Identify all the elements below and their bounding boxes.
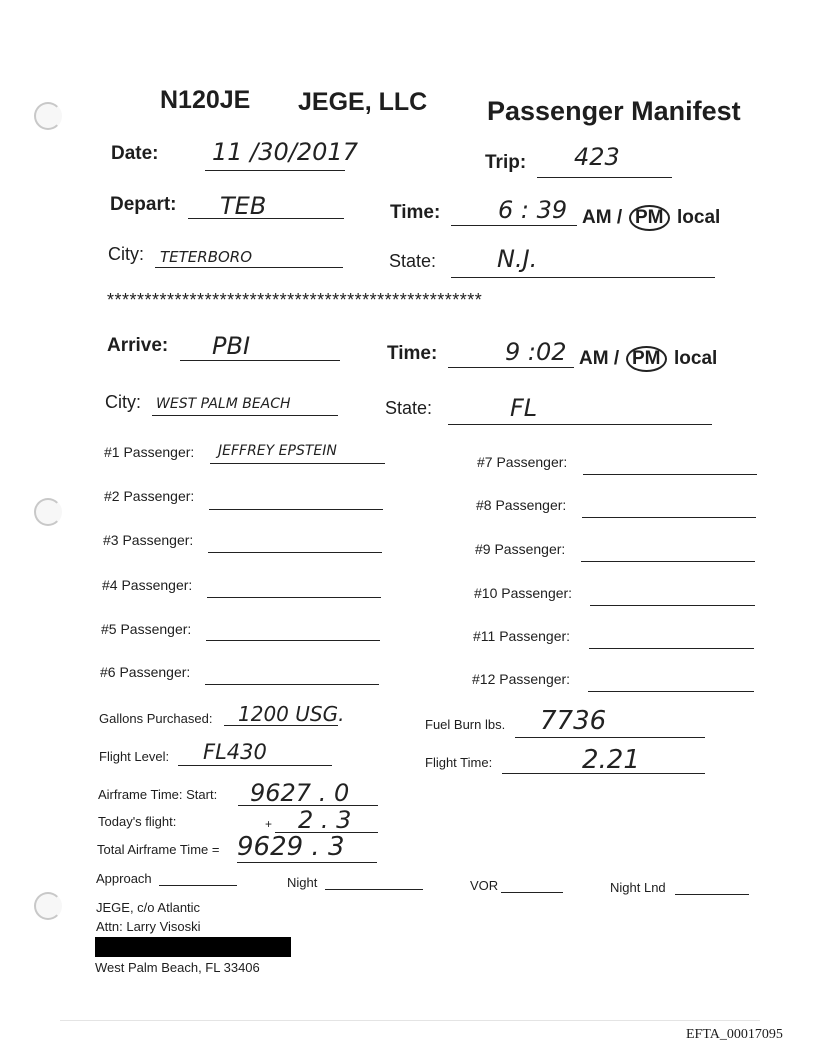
flight-time-label: Flight Time: (425, 755, 493, 770)
arrive-city-underline (152, 415, 338, 416)
today-flight-value[interactable]: 2 . 3 (298, 806, 352, 834)
passenger-field[interactable] (206, 640, 380, 641)
arrive-state-value[interactable]: FL (510, 394, 538, 422)
night-lnd-field[interactable] (675, 894, 749, 895)
passenger-field[interactable] (581, 561, 755, 562)
depart-state-label: State: (389, 251, 437, 271)
passenger-label: #8 Passenger: (476, 497, 567, 513)
depart-city-value[interactable]: TETERBORO (160, 248, 253, 266)
arrive-state-underline (448, 424, 712, 425)
passenger-label: #11 Passenger: (473, 628, 571, 644)
approach-label: Approach (96, 871, 152, 886)
arrive-pm-circled: PM (626, 346, 667, 372)
today-flight-plus: + (265, 817, 273, 831)
passenger-value[interactable]: JEFFREY EPSTEIN (218, 443, 337, 459)
depart-state-underline (451, 277, 715, 278)
fuel-burn-value[interactable]: 7736 (540, 706, 607, 736)
gallons-label: Gallons Purchased: (99, 711, 213, 726)
depart-label: Depart: (110, 194, 177, 215)
fuel-burn-label: Fuel Burn lbs. (425, 717, 506, 732)
binder-hole (34, 102, 62, 130)
address-line-4: West Palm Beach, FL 33406 (95, 960, 260, 975)
separator-stars: ************************************************** (107, 290, 483, 310)
total-airframe-label: Total Airframe Time = (97, 842, 220, 857)
passenger-label: #10 Passenger: (474, 585, 573, 601)
flight-time-value[interactable]: 2.21 (582, 745, 640, 775)
passenger-label: #1 Passenger: (104, 444, 195, 460)
airframe-start-value[interactable]: 9627 . 0 (250, 779, 350, 807)
passenger-field[interactable] (208, 552, 382, 553)
flight-level-label: Flight Level: (99, 749, 170, 764)
depart-underline (188, 218, 344, 219)
date-underline (205, 170, 345, 171)
arrive-state-label: State: (385, 398, 433, 418)
arrive-local: local (674, 348, 718, 369)
arrive-time-underline (448, 367, 574, 368)
depart-time-value[interactable]: 6 : 39 (498, 196, 568, 224)
passenger-row (104, 444, 194, 462)
arrive-city-value[interactable]: WEST PALM BEACH (156, 396, 291, 412)
depart-pm-circled: PM (629, 205, 670, 231)
today-flight-label: Today's flight: (98, 814, 177, 829)
arrive-label: Arrive: (107, 335, 169, 356)
passenger-label: #2 Passenger: (104, 488, 195, 504)
total-airframe-value[interactable]: 9629 . 3 (237, 832, 345, 862)
flight-level-value[interactable]: FL430 (203, 740, 267, 764)
approach-field[interactable] (159, 885, 237, 886)
airframe-start-label: Airframe Time: Start: (98, 787, 218, 802)
trip-label: Trip: (485, 152, 527, 173)
passenger-label: #7 Passenger: (477, 454, 568, 470)
vor-label: VOR (470, 878, 499, 893)
passenger-field[interactable] (589, 648, 754, 649)
night-label: Night (287, 875, 318, 890)
depart-value[interactable]: TEB (220, 192, 267, 220)
night-lnd-label: Night Lnd (610, 880, 666, 895)
redaction-bar (95, 937, 291, 957)
arrive-underline (180, 360, 340, 361)
passenger-field[interactable] (583, 474, 757, 475)
passenger-field[interactable] (209, 509, 383, 510)
passenger-field[interactable] (590, 605, 755, 606)
passenger-field[interactable] (582, 517, 756, 518)
scan-edge-line (60, 1020, 760, 1021)
company-name: JEGE, LLC (298, 88, 428, 116)
vor-field[interactable] (501, 892, 563, 893)
gallons-underline (224, 725, 338, 726)
night-field[interactable] (325, 889, 423, 890)
passenger-underline (210, 463, 385, 464)
arrive-city-label: City: (105, 392, 141, 412)
depart-city-underline (155, 267, 343, 268)
gallons-value[interactable]: 1200 USG. (238, 702, 345, 726)
trip-underline (537, 177, 672, 178)
passenger-label: #3 Passenger: (103, 532, 194, 548)
passenger-label: #9 Passenger: (475, 541, 566, 557)
binder-hole (34, 498, 62, 526)
address-line-1: JEGE, c/o Atlantic (96, 900, 201, 915)
arrive-time-label: Time: (387, 343, 438, 364)
fuel-burn-underline (515, 737, 705, 738)
depart-state-value[interactable]: N.J. (497, 245, 538, 273)
depart-time-label: Time: (390, 202, 441, 223)
total-airframe-underline (237, 862, 377, 863)
passenger-label: #6 Passenger: (100, 664, 191, 680)
depart-am: AM / (582, 207, 623, 228)
passenger-field[interactable] (205, 684, 379, 685)
binder-hole (34, 892, 62, 920)
document-id: EFTA_00017095 (686, 1027, 783, 1042)
passenger-field[interactable] (207, 597, 381, 598)
flight-time-underline (502, 773, 705, 774)
trip-value[interactable]: 423 (574, 143, 620, 171)
depart-city-label: City: (108, 244, 144, 264)
address-line-2: Attn: Larry Visoski (96, 919, 201, 934)
date-value[interactable]: 11 /30/2017 (212, 138, 358, 166)
depart-local: local (677, 207, 721, 228)
arrive-value[interactable]: PBI (212, 332, 251, 360)
passenger-label: #4 Passenger: (102, 577, 193, 593)
page-title: Passenger Manifest (487, 96, 741, 126)
passenger-label: #5 Passenger: (101, 621, 192, 637)
arrive-am: AM / (579, 348, 620, 369)
date-label: Date: (111, 143, 159, 164)
arrive-time-value[interactable]: 9 :02 (505, 338, 567, 366)
tail-number: N120JE (160, 86, 251, 114)
flight-level-underline (178, 765, 332, 766)
passenger-label: #12 Passenger: (472, 671, 571, 687)
depart-time-underline (451, 225, 577, 226)
passenger-field[interactable] (588, 691, 754, 692)
